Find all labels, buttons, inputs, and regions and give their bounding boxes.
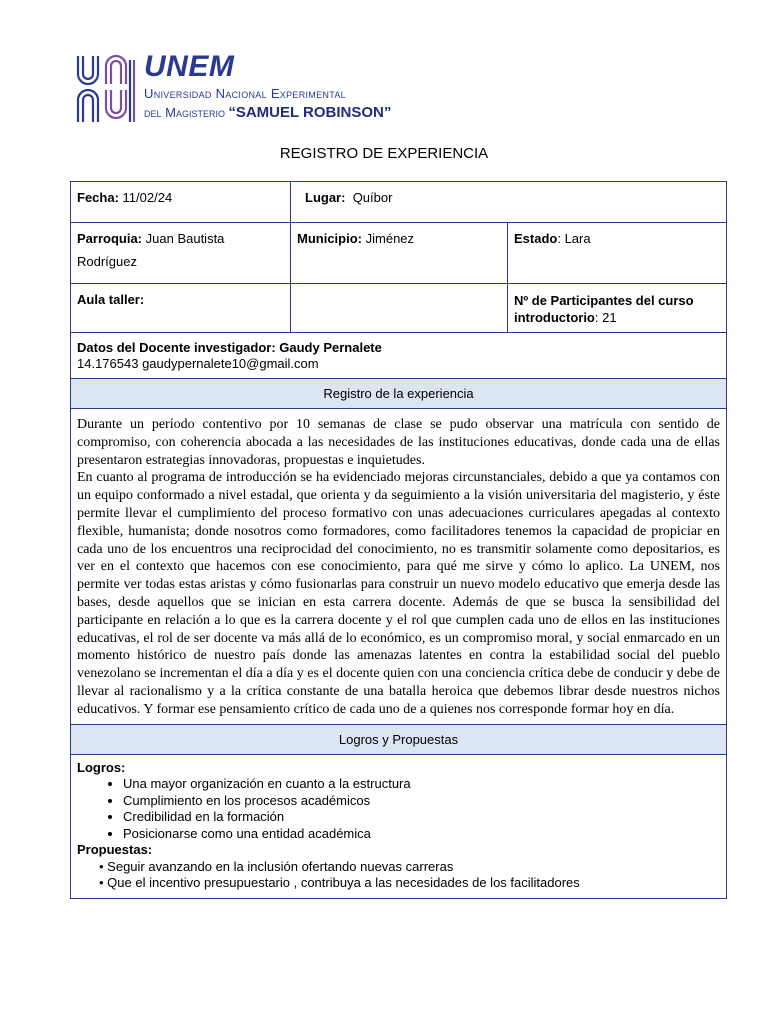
row-narrative xyxy=(71,409,727,725)
aula-cell xyxy=(71,284,291,333)
fecha-value: 11/02/24 xyxy=(122,190,173,205)
fecha-cell xyxy=(71,182,291,223)
docente-cell xyxy=(71,333,727,379)
logros-label: Logros: xyxy=(77,759,126,775)
parroquia-value: Juan Bautista Rodríguez xyxy=(77,231,225,269)
propuesta-item: • Seguir avanzando en la inclusión ofertando nuevas carreras xyxy=(99,858,454,874)
participantes-value: : 21 xyxy=(594,310,617,325)
lugar-cell xyxy=(291,182,727,223)
unem-emblem-icon xyxy=(74,50,138,126)
logros-cell xyxy=(71,754,727,898)
registro-header: Registro de la experiencia xyxy=(71,379,727,409)
row-docente xyxy=(71,333,727,379)
list-item: • Cumplimiento en los procesos académicos xyxy=(123,793,720,810)
docente-label: Datos del Docente investigador: Gaudy Pernalete xyxy=(77,340,382,355)
list-item: • Posicionarse como una entidad académica xyxy=(123,826,720,843)
row-logros xyxy=(71,754,727,898)
propuesta-item: • Que el incentivo presupuestario , contribuya a las necesidades de los facilitadores xyxy=(99,875,580,891)
participantes-label: Nº de Participantes del curso introductorio xyxy=(514,293,694,325)
university-logo xyxy=(74,50,392,128)
aula-label: Aula taller: xyxy=(77,292,145,307)
aula-value-cell xyxy=(291,284,508,333)
docente-info: 14.176543 gaudypernalete10@gmail.com xyxy=(77,356,319,371)
logo-line2-prefix: del Magisterio xyxy=(144,105,225,120)
logo-name: UNEM xyxy=(144,50,235,83)
list-item: • Credibilidad en la formación xyxy=(123,809,720,826)
lugar-value: Quíbor xyxy=(352,190,393,205)
logo-magisterio-line xyxy=(144,104,391,121)
fecha-label: Fecha: xyxy=(77,190,119,205)
parroquia-cell xyxy=(71,223,291,284)
municipio-label: Municipio: xyxy=(297,231,362,246)
logros-list xyxy=(77,776,720,842)
logo-university-line: Universidad Nacional Experimental xyxy=(144,86,346,101)
logo-line2-emph: “SAMUEL ROBINSON” xyxy=(228,104,392,121)
row-aula xyxy=(71,284,727,333)
estado-value: : Lara xyxy=(557,231,591,246)
list-item: • Una mayor organización en cuanto a la estructura xyxy=(123,776,720,793)
narrative-cell xyxy=(71,409,727,725)
lugar-label: Lugar: xyxy=(305,190,346,205)
parroquia-label: Parroquia: xyxy=(77,231,143,246)
experience-register-table xyxy=(70,181,727,899)
municipio-cell xyxy=(291,223,508,284)
logros-header: Logros y Propuestas xyxy=(71,724,727,754)
page-title: REGISTRO DE EXPERIENCIA xyxy=(279,145,489,162)
narrative-paragraph-2: En cuanto al programa de introducción se ha evidenciado mejoras circunstanciales, debido a que ya contamos con un equipo conformado a nivel estadal, que orienta y da seguimiento a la visión universitaria del magisterio, y éste permite llevar el cumplimiento del proceso formativo con unas adecuaciones curriculares apegadas al contexto flexible, humanista; donde nosotros como formadores, como facilitadores tenemos la capacidad de propiciar en cada uno de los encuentros una reciprocidad del conocimiento, no es transmitir solamente como depositarios, es ver en el contexto que hacemos con ese conocimiento, para qué me sirve y cómo lo aplico. La UNEM, nos permite ver todas estas aristas y cómo fusionarlas para construir un nuevo modelo educativo que emerja desde las bases, desde aquellos que se inician en esta carrera docente. Además de que se busca la sensibilidad del participante en relación a lo que es la carrera docente y el rol que cumplen cada uno de ellos en las instituciones educativas, el rol de ser docente va más allá de lo económico, es un compromiso moral, y social enmarcado en un momento histórico de nuestro país donde las amenazas latentes en contra la estabilidad social del pueblo venezolano se incrementan el día a día y es el docente quien con una conciencia crítica debe de conducir y debe de llevar al racionalismo y a la crítica constante de una batalla heroica que debemos librar desde nuestros nichos educativos. Y formar ese pensamiento crítico de cada uno de a quienes nos corresponde formar hoy en día. xyxy=(77,470,720,717)
row-parroquia xyxy=(71,223,727,284)
estado-label: Estado xyxy=(514,231,558,246)
estado-cell xyxy=(508,223,727,284)
municipio-value: Jiménez xyxy=(365,231,415,246)
narrative-paragraph-1: Durante un período contentivo por 10 semanas de clase se pudo observar una matrícula con sentido de compromiso, con coherencia abocada a las necesidades de las instituciones educativas, donde cada una de ellas presentaron estrategias innovadoras, propuestas e inquietudes. xyxy=(77,417,720,468)
propuestas-label: Propuestas: xyxy=(77,842,153,858)
participantes-cell xyxy=(508,284,727,333)
row-logros-header xyxy=(71,724,727,754)
row-fecha-lugar xyxy=(71,182,727,223)
row-registro-header xyxy=(71,379,727,409)
